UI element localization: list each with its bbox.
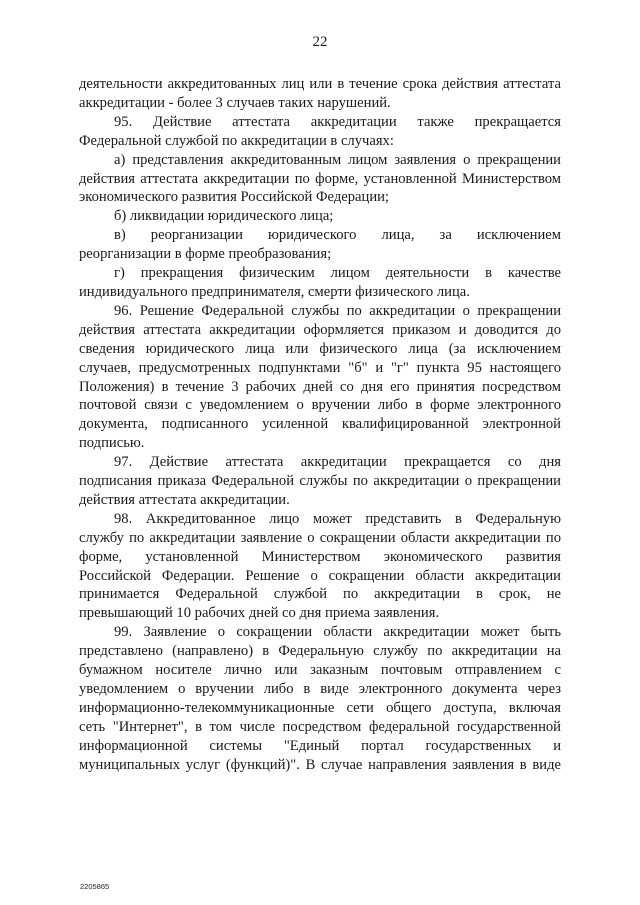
text-line: б) ликвидации юридического лица; [114, 208, 334, 225]
text-line: действия аттестата аккредитации. [79, 491, 290, 508]
text-line: экономического развития Российской Федерации; [79, 189, 389, 206]
text-line: бумажном носителе лично или заказным почтовым отправлением с [79, 662, 561, 679]
text-line: принимается Федеральной службой по аккредитации в срок, не [79, 586, 561, 603]
text-line: муниципальных услуг (функций)". В случае направления заявления в виде [79, 756, 561, 773]
text-line: подписью. [79, 435, 145, 452]
text-line: 95. Действие аттестата аккредитации также прекращается [114, 113, 561, 130]
text-line: представлено (направлено) в Федеральную службу по аккредитации на [79, 643, 561, 660]
paragraph [79, 623, 561, 774]
text-line: подписания приказа Федеральной службы по аккредитации о прекращении [79, 473, 561, 490]
text-line: сведения юридического лица или физического лица (за исключением [79, 340, 561, 357]
text-line: сеть "Интернет", в том числе посредством федеральной государственной [79, 718, 561, 735]
text-line: аккредитации - более 3 случаев таких нарушений. [79, 94, 391, 111]
document-code: 2205865 [80, 882, 110, 891]
text-line: уведомлением о вручении либо в виде электронного документа через [79, 681, 561, 697]
text-line: информационно-телекоммуникационные сети общего доступа, включая [79, 699, 561, 716]
text-line: документа, подписанного усиленной квалифицированной электронной [79, 416, 561, 433]
text-line: г) прекращения физическим лицом деятельности в качестве [114, 265, 561, 282]
text-line: почтовой связи с уведомлением о вручении либо в форме электронного [79, 397, 561, 414]
text-line: в) реорганизации юридического лица, за исключением [114, 227, 561, 244]
paragraph [79, 207, 561, 226]
text-line: Положения) в течение 3 рабочих дней со дня его принятия посредством [79, 378, 561, 395]
text-line: действия аттестата аккредитации по форме, установленной Министерством [79, 170, 561, 187]
paragraph [79, 151, 561, 208]
text-line: 96. Решение Федеральной службы по аккредитации о прекращении [114, 302, 561, 319]
text-line: а) представления аккредитованным лицом заявления о прекращении [114, 151, 561, 168]
text-line: действия аттестата аккредитации оформляется приказом и доводится до [79, 321, 561, 338]
text-line: службу по аккредитации заявление о сокращении области аккредитации по [79, 529, 561, 546]
paragraph [79, 75, 561, 113]
text-line: случаев, предусмотренных подпунктами "б" и "г" пункта 95 настоящего [79, 359, 561, 376]
text-line: информационной системы "Единый портал государственных и [79, 737, 561, 754]
document-body [79, 75, 561, 775]
text-line: Федеральной службой по аккредитации в случаях: [79, 132, 394, 149]
text-line: форме, установленной Министерством экономического развития [79, 548, 561, 565]
paragraph [79, 226, 561, 264]
text-line: превышающий 10 рабочих дней со дня приема заявления. [79, 605, 440, 622]
text-line: реорганизации в форме преобразования; [79, 246, 332, 263]
text-line: 97. Действие аттестата аккредитации прекращается со дня [114, 454, 561, 471]
text-line: деятельности аккредитованных лиц или в течение срока действия аттестата [79, 76, 561, 92]
text-line: 98. Аккредитованное лицо может представить в Федеральную [114, 510, 561, 527]
text-line: 99. Заявление о сокращении области аккредитации может быть [114, 624, 561, 641]
page-number: 22 [312, 34, 328, 50]
paragraph [79, 113, 561, 151]
paragraph [79, 453, 561, 510]
paragraph [79, 264, 561, 302]
text-line: Российской Федерации. Решение о сокращении области аккредитации [79, 567, 561, 584]
paragraph [79, 302, 561, 453]
text-line: индивидуального предпринимателя, смерти физического лица. [79, 283, 470, 300]
paragraph [79, 510, 561, 623]
